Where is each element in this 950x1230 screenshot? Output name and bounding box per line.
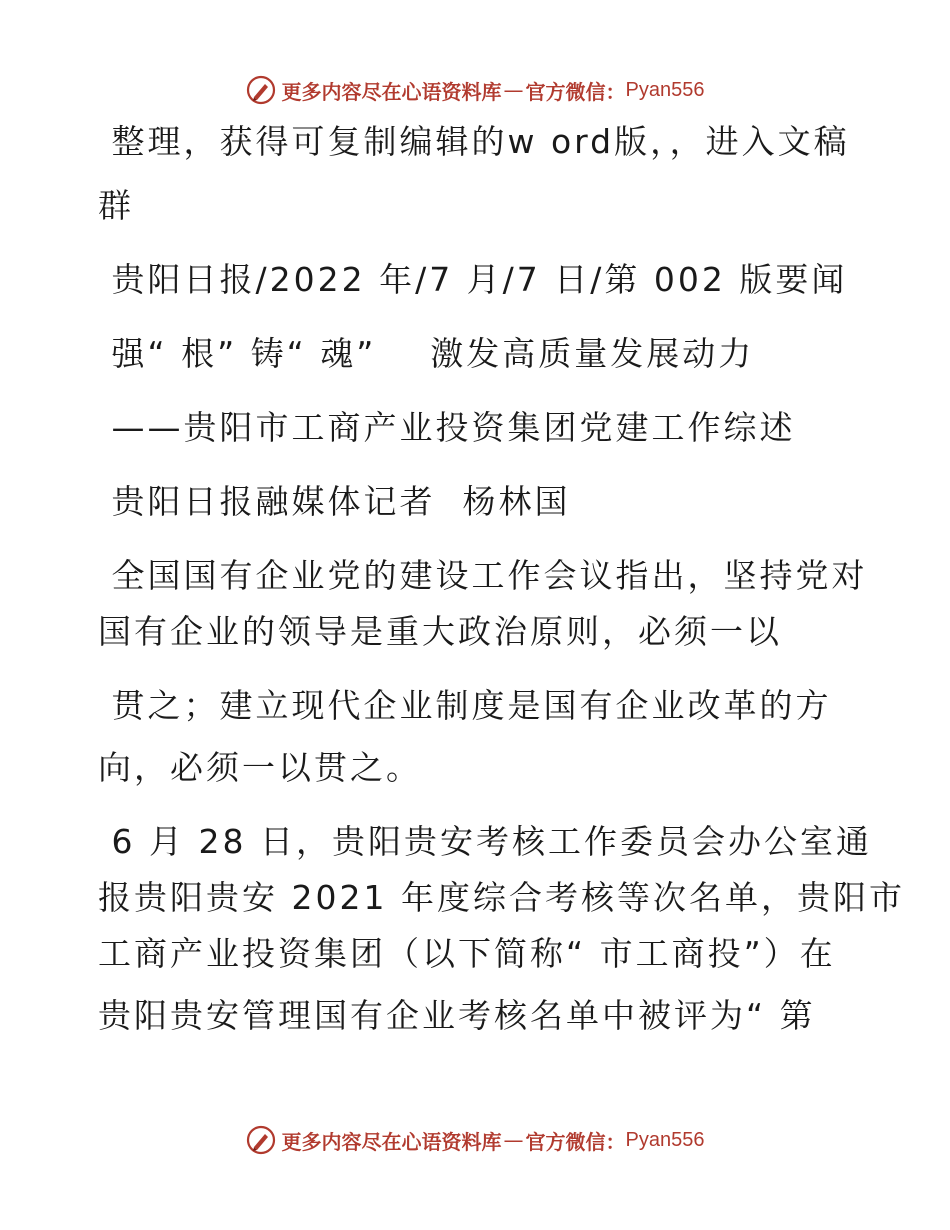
doc-line: 群: [98, 186, 134, 225]
banner-wechat-id: Pyan556: [625, 1128, 705, 1151]
doc-title: 强“ 根” 铸“ 魂” 激发高质量发展动力: [98, 334, 755, 373]
doc-line: 向，必须一以贯之。: [98, 748, 422, 787]
pen-logo-icon: [246, 1125, 276, 1155]
banner-wechat-label: 官方微信：: [525, 79, 626, 104]
banner-text: 更多内容尽在心语资料库: [281, 1129, 502, 1154]
doc-line: 贵阳贵安管理国有企业考核名单中被评为“ 第: [98, 996, 816, 1035]
pen-logo-icon: [246, 75, 276, 105]
doc-line: 整理，获得可复制编辑的w ord版，，进入文稿: [98, 122, 850, 161]
doc-line: 贵阳日报/2022 年/7 月/7 日/第 002 版要闻: [98, 260, 848, 299]
doc-line: 全国国有企业党的建设工作会议指出，坚持党对: [98, 556, 868, 595]
doc-line: 6 月 28 日，贵阳贵安考核工作委员会办公室通: [98, 822, 872, 861]
doc-byline: 贵阳日报融媒体记者 杨林国: [98, 482, 571, 521]
header-banner: [0, 70, 950, 110]
doc-subtitle: ——贵阳市工商产业投资集团党建工作综述: [98, 408, 796, 447]
banner-wechat-id: Pyan556: [625, 78, 705, 101]
doc-line: 工商产业投资集团（以下简称“ 市工商投”）在: [98, 934, 836, 973]
footer-banner: [0, 1120, 950, 1160]
doc-line: 报贵阳贵安 2021 年度综合考核等次名单，贵阳市: [98, 878, 905, 917]
banner-wechat-label: 官方微信：: [525, 1129, 626, 1154]
banner-text: 更多内容尽在心语资料库: [281, 79, 502, 104]
banner-separator: —: [503, 1128, 524, 1152]
doc-line: 国有企业的领导是重大政治原则，必须一以: [98, 612, 782, 651]
banner-separator: —: [503, 78, 524, 102]
doc-line: 贯之；建立现代企业制度是国有企业改革的方: [98, 686, 832, 725]
